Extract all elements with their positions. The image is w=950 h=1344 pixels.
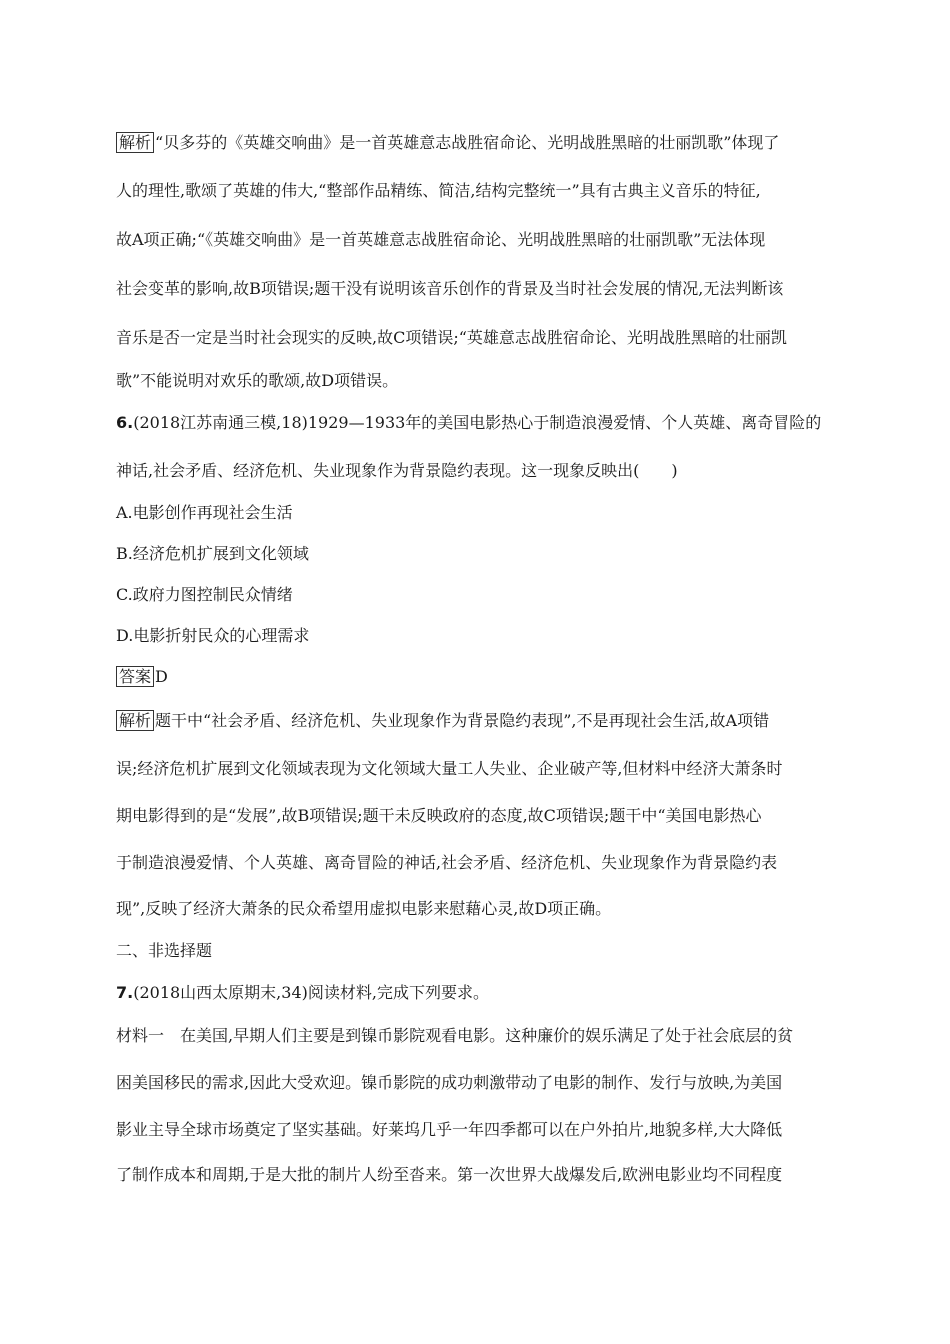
- q5-analysis-line-1: 解析 “贝多芬的《英雄交响曲》是一首英雄意志战胜宿命论、光明战胜黑暗的壮丽凯歌”体现了: [116, 132, 779, 153]
- section-title: 二、非选择题: [116, 941, 213, 960]
- q7-material-line-4: 了制作成本和周期,于是大批的制片人纷至沓来。第一次世界大战爆发后,欧洲电影业均不同程度: [116, 1165, 783, 1184]
- q5-analysis-line-3: 故A项正确;“《英雄交响曲》是一首英雄意志战胜宿命论、光明战胜黑暗的壮丽凯歌”无法体现: [116, 230, 766, 249]
- q6-analysis-line-4: 于制造浪漫爱情、个人英雄、离奇冒险的神话,社会矛盾、经济危机、失业现象作为背景隐约表: [116, 853, 778, 872]
- q6-stem-line-2: 神话,社会矛盾、经济危机、失业现象作为背景隐约表现。这一现象反映出( ): [116, 461, 678, 480]
- q7-material-line-2: 困美国移民的需求,因此大受欢迎。镍币影院的成功刺激带动了电影的制作、发行与放映,为美国: [116, 1073, 783, 1092]
- q6-analysis-line-5: 现”,反映了经济大萧条的民众希望用虚拟电影来慰藉心灵,故D项正确。: [116, 899, 612, 918]
- q6-option-b: B.经济危机扩展到文化领域: [116, 544, 309, 563]
- q6-option-d: D.电影折射民众的心理需求: [116, 626, 310, 645]
- q5-analysis-line-4: 社会变革的影响,故B项错误;题干没有说明该音乐创作的背景及当时社会发展的情况,无法判断该: [116, 279, 784, 298]
- q6-stem-line-1: 6.(2018江苏南通三模,18)1929—1933年的美国电影热心于制造浪漫爱情、个人英雄、离奇冒险的: [116, 413, 822, 432]
- analysis-tag: 解析: [116, 710, 154, 731]
- analysis-tag: 解析: [116, 132, 154, 153]
- q6-analysis-line-3: 期电影得到的是“发展”,故B项错误;题干未反映政府的态度,故C项错误;题干中“美国电影热心: [116, 806, 762, 825]
- answer-tag: 答案: [116, 666, 154, 687]
- q5-analysis-line-6: 歌”不能说明对欢乐的歌颂,故D项错误。: [116, 371, 399, 390]
- q6-option-a: A.电影创作再现社会生活: [116, 503, 293, 522]
- q6-option-c: C.政府力图控制民众情绪: [116, 585, 293, 604]
- question-number: 6.: [116, 413, 134, 432]
- q6-answer: D: [155, 667, 168, 686]
- q5-analysis-line-5: 音乐是否一定是当时社会现实的反映,故C项错误;“英雄意志战胜宿命论、光明战胜黑暗的壮丽凯: [116, 328, 787, 347]
- q6-analysis-line-1: 解析 题干中“社会矛盾、经济危机、失业现象作为背景隐约表现”,不是再现社会生活,故A项错: [116, 710, 769, 731]
- q6-answer-line: [116, 666, 168, 687]
- q6-analysis-line-2: 误;经济危机扩展到文化领域表现为文化领域大量工人失业、企业破产等,但材料中经济大萧条时: [116, 759, 783, 778]
- q7-material-line-1: 材料一 在美国,早期人们主要是到镍币影院观看电影。这种廉价的娱乐满足了处于社会底层的贫: [116, 1026, 794, 1045]
- q7-material-line-3: 影业主导全球市场奠定了坚实基础。好莱坞几乎一年四季都可以在户外拍片,地貌多样,大大降低: [116, 1120, 783, 1139]
- q7-stem: 7.(2018山西太原期末,34)阅读材料,完成下列要求。: [116, 983, 489, 1002]
- question-number: 7.: [116, 983, 134, 1002]
- q5-analysis-line-2: 人的理性,歌颂了英雄的伟大,“整部作品精练、简洁,结构完整统一”具有古典主义音乐的特征,: [116, 181, 761, 200]
